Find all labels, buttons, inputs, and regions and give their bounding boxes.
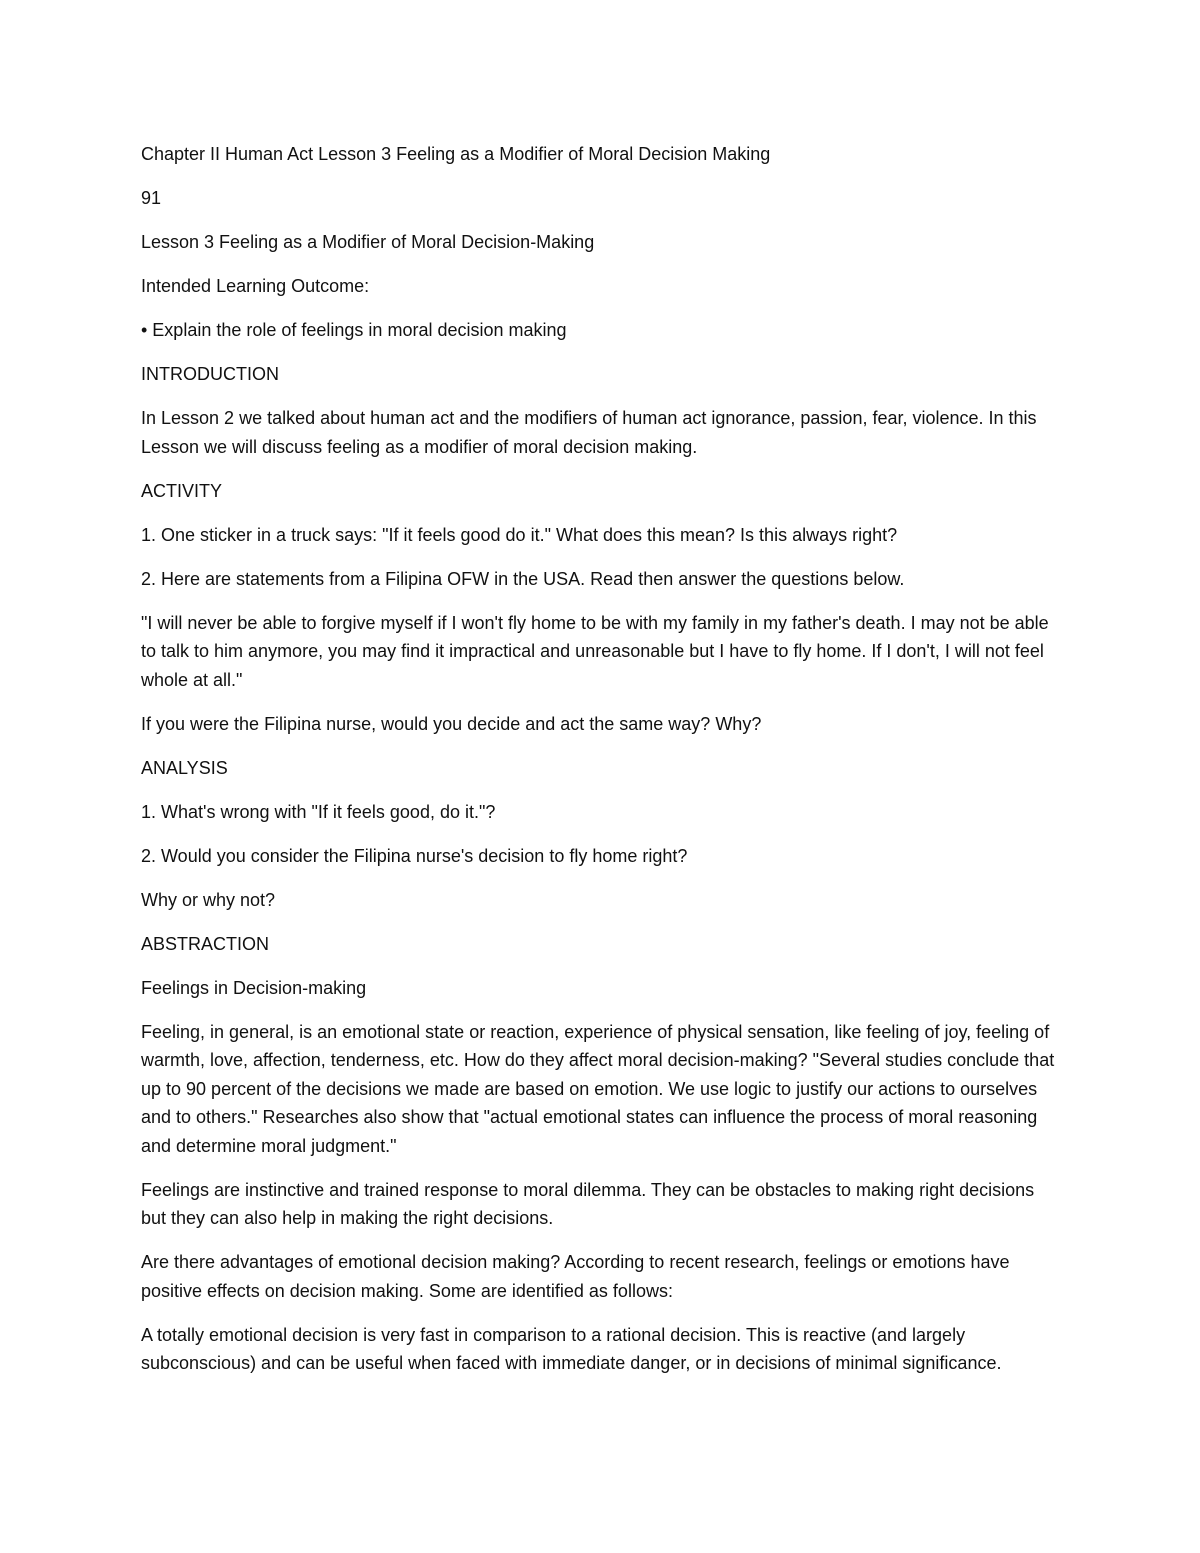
outcome-heading: Intended Learning Outcome: [141,276,370,296]
introduction-heading: INTRODUCTION [141,364,279,384]
activity-heading: ACTIVITY [141,480,223,501]
analysis-item-1: 1. What's wrong with "If it feels good, do it."? [141,801,496,822]
abstraction-paragraph-4: A totally emotional decision is very fast in comparison to a rational decision. This is reactive (and largely subconscious) and can be useful when faced with immediate danger, or in decisions of minimal significance. [141,1324,1002,1373]
analysis-heading: ANALYSIS [141,757,228,778]
abstraction-paragraph-2: Feelings are instinctive and trained response to moral dilemma. They can be obstacles to making right decisions but they can also help in making the right decisions. [141,1179,1035,1228]
introduction-text: In Lesson 2 we talked about human act and the modifiers of human act ignorance, passion, fear, violence. In this Lesson we will discuss feeling as a modifier of moral decision making. [141,408,1037,457]
document-body [141,140,1061,1393]
page-number: 91 [141,188,162,208]
chapter-header: Chapter II Human Act Lesson 3 Feeling as a Modifier of Moral Decision Making [141,144,771,164]
activity-question: If you were the Filipina nurse, would you decide and act the same way? Why? [141,713,762,734]
abstraction-heading: ABSTRACTION [141,933,270,954]
abstraction-subheading: Feelings in Decision-making [141,977,367,998]
abstraction-paragraph-1: Feeling, in general, is an emotional state or reaction, experience of physical sensation, like feeling of joy, feeling of warmth, love, affection, tenderness, etc. How do they affect moral decision-making? "Several studies conclude that up to 90 percent of the decisions we made are based on emotion. We use logic to justify our actions to ourselves and to others." Researches also show that "actual emotional states can influence the process of moral reasoning and determine moral judgment." [141,1021,1055,1156]
lesson-title: Lesson 3 Feeling as a Modifier of Moral Decision-Making [141,232,595,252]
activity-item-1: 1. One sticker in a truck says: "If it feels good do it." What does this mean? Is this always right? [141,524,898,545]
ofw-quote: "I will never be able to forgive myself if I won't fly home to be with my family in my father's death. I may not be able to talk to him anymore, you may find it impractical and unreasonable but I have to fly home. If I don't, I will not feel whole at all." [141,612,1049,690]
analysis-item-2: 2. Would you consider the Filipina nurse's decision to fly home right? [141,845,688,866]
activity-item-2: 2. Here are statements from a Filipina OFW in the USA. Read then answer the questions below. [141,568,905,589]
outcome-bullet: • Explain the role of feelings in moral decision making [141,320,567,340]
abstraction-paragraph-3: Are there advantages of emotional decision making? According to recent research, feelings or emotions have positive effects on decision making. Some are identified as follows: [141,1252,1010,1301]
analysis-item-2-followup: Why or why not? [141,889,276,910]
